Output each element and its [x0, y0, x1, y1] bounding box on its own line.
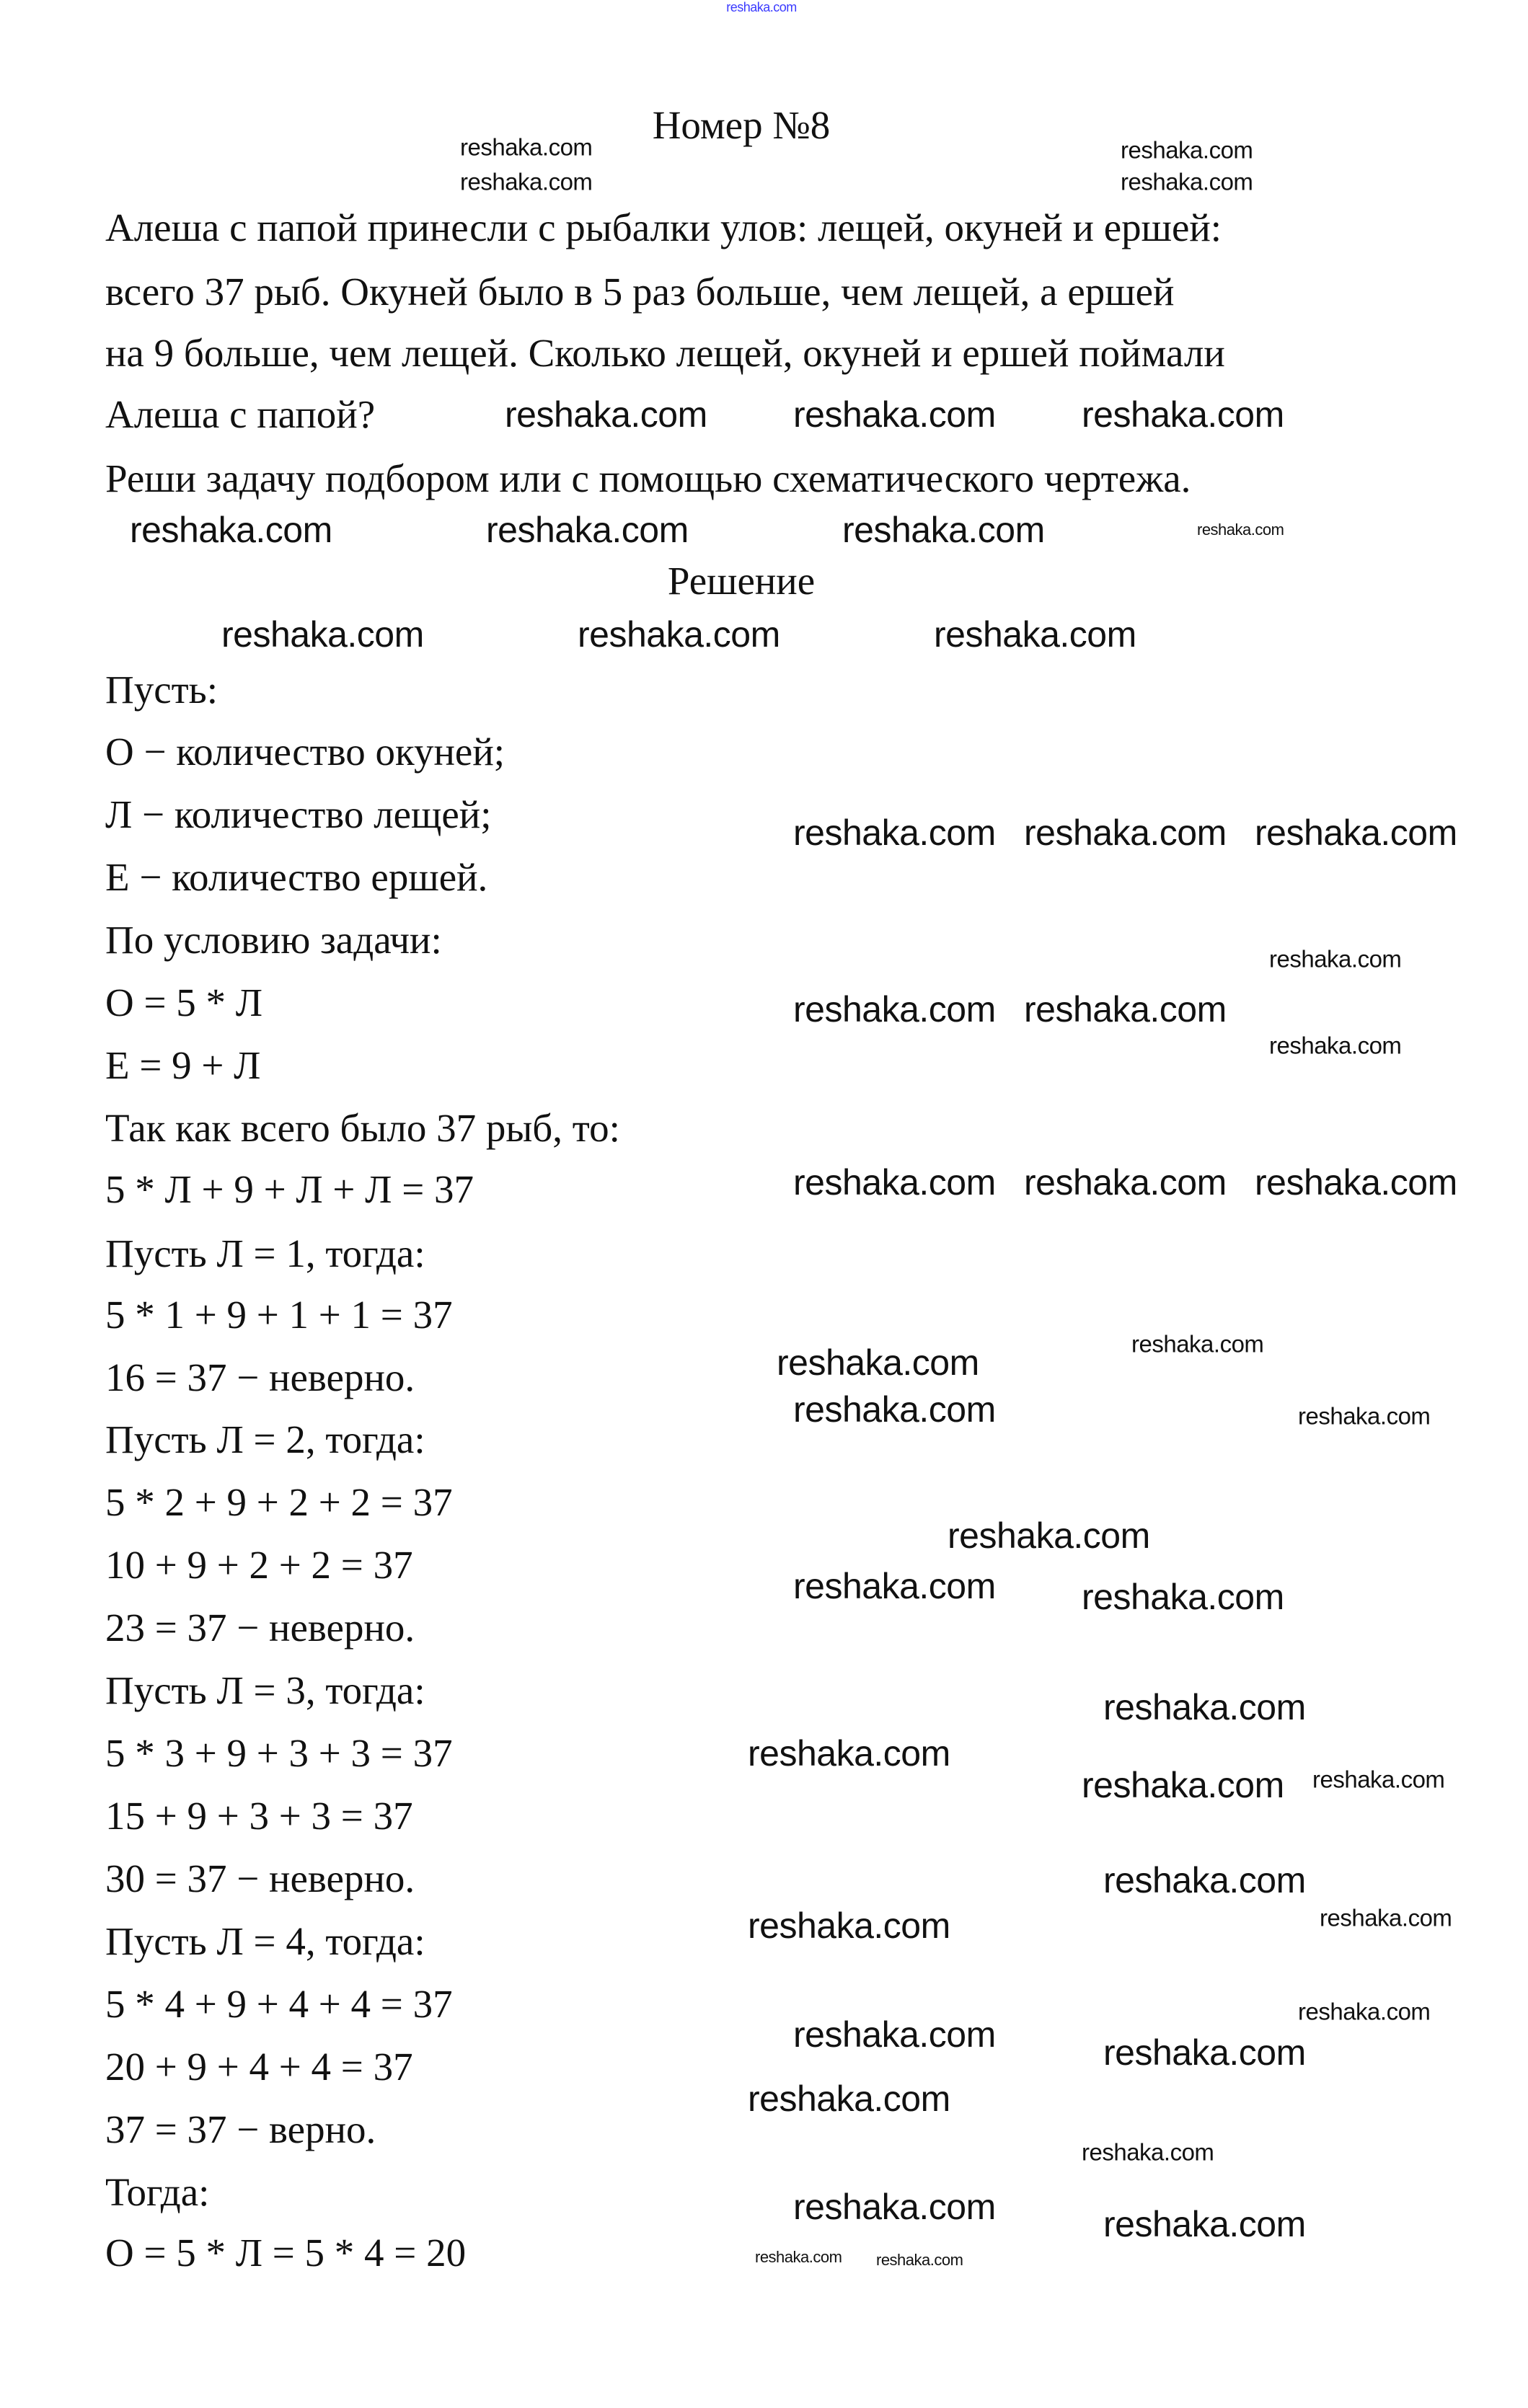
- solution-line: 20 + 9 + 4 + 4 = 37: [105, 2045, 413, 2089]
- watermark: reshaka.com: [1103, 2032, 1306, 2073]
- problem-line: на 9 больше, чем лещей. Сколько лещей, окуней и ершей поймали: [105, 331, 1225, 375]
- solution-line: 5 * 3 + 9 + 3 + 3 = 37: [105, 1731, 453, 1775]
- watermark: reshaka.com: [793, 989, 996, 1030]
- solution-line: 5 * 2 + 9 + 2 + 2 = 37: [105, 1480, 453, 1524]
- solution-line: 23 = 37 − неверно.: [105, 1606, 415, 1650]
- solution-line: Пусть Л = 2, тогда:: [105, 1417, 425, 1461]
- watermark: reshaka.com: [1298, 1402, 1431, 1430]
- watermark: reshaka.com: [221, 614, 424, 655]
- watermark: reshaka.com: [1197, 521, 1284, 539]
- solution-line: 10 + 9 + 2 + 2 = 37: [105, 1543, 413, 1587]
- watermark: reshaka.com: [1298, 1998, 1431, 2025]
- page-title: Номер №8: [652, 103, 831, 147]
- problem-line: Реши задачу подбором или с помощью схематического чертежа.: [105, 456, 1191, 500]
- watermark: reshaka.com: [948, 1515, 1150, 1556]
- watermark: reshaka.com: [1082, 2138, 1214, 2166]
- problem-line: всего 37 рыб. Окуней было в 5 раз больше, чем лещей, а ершей: [105, 270, 1175, 314]
- solution-line: Пусть:: [105, 668, 218, 712]
- watermark: reshaka.com: [1269, 1032, 1402, 1059]
- solution-line: 30 = 37 − неверно.: [105, 1856, 415, 1900]
- solution-line: 5 * 1 + 9 + 1 + 1 = 37: [105, 1293, 453, 1337]
- watermark: reshaka.com: [1024, 989, 1227, 1030]
- watermark: reshaka.com: [1255, 813, 1457, 853]
- watermark: reshaka.com: [777, 1342, 979, 1383]
- solution-line: Тогда:: [105, 2170, 210, 2214]
- watermark: reshaka.com: [793, 2187, 996, 2227]
- solution-line: 37 = 37 − верно.: [105, 2107, 376, 2151]
- watermark: reshaka.com: [1103, 2204, 1306, 2244]
- watermark: reshaka.com: [793, 1389, 996, 1430]
- watermark: reshaka.com: [793, 813, 996, 853]
- watermark: reshaka.com: [1103, 1860, 1306, 1900]
- solution-line: Л − количество лещей;: [105, 792, 492, 836]
- solution-line: 16 = 37 − неверно.: [105, 1355, 415, 1399]
- solution-line: По условию задачи:: [105, 918, 442, 962]
- solution-line: 5 * Л + 9 + Л + Л = 37: [105, 1167, 474, 1211]
- watermark: reshaka.com: [460, 168, 593, 195]
- watermark: reshaka.com: [1082, 1577, 1284, 1617]
- watermark: reshaka.com: [842, 510, 1045, 550]
- solution-line: Е = 9 + Л: [105, 1043, 261, 1087]
- solution-line: Так как всего было 37 рыб, то:: [105, 1106, 620, 1150]
- watermark: reshaka.com: [486, 510, 689, 550]
- watermark: reshaka.com: [793, 1162, 996, 1203]
- watermark: reshaka.com: [1024, 1162, 1227, 1203]
- watermark: reshaka.com: [793, 394, 996, 435]
- solution-line: Пусть Л = 1, тогда:: [105, 1231, 425, 1275]
- watermark: reshaka.com: [505, 394, 707, 435]
- problem-line: Алеша с папой?: [105, 392, 376, 436]
- watermark: reshaka.com: [755, 2248, 842, 2266]
- watermark: reshaka.com: [1320, 1904, 1452, 1931]
- watermark: reshaka.com: [748, 1905, 950, 1946]
- solution-line: 15 + 9 + 3 + 3 = 37: [105, 1794, 413, 1838]
- watermark: reshaka.com: [1082, 1765, 1284, 1805]
- solution-line: Пусть Л = 3, тогда:: [105, 1668, 425, 1712]
- solution-line: О = 5 * Л: [105, 981, 263, 1024]
- solution-line: О − количество окуней;: [105, 730, 505, 774]
- watermark: reshaka.com: [1131, 1330, 1264, 1358]
- solution-heading: Решение: [667, 559, 816, 603]
- watermark: reshaka.com: [1121, 136, 1253, 164]
- watermark: reshaka.com: [726, 0, 797, 14]
- solution-line: О = 5 * Л = 5 * 4 = 20: [105, 2231, 467, 2275]
- watermark: reshaka.com: [130, 510, 332, 550]
- watermark: reshaka.com: [1121, 168, 1253, 195]
- watermark: reshaka.com: [1103, 1687, 1306, 1727]
- watermark: reshaka.com: [578, 614, 780, 655]
- watermark: reshaka.com: [1269, 945, 1402, 973]
- watermark: reshaka.com: [1082, 394, 1284, 435]
- solution-line: Е − количество ершей.: [105, 855, 488, 899]
- watermark: reshaka.com: [876, 2251, 963, 2269]
- problem-line: Алеша с папой принесли с рыбалки улов: лещей, окуней и ершей:: [105, 205, 1222, 249]
- watermark: reshaka.com: [934, 614, 1136, 655]
- watermark: reshaka.com: [1255, 1162, 1457, 1203]
- watermark: reshaka.com: [1024, 813, 1227, 853]
- watermark: reshaka.com: [748, 1733, 950, 1774]
- watermark: reshaka.com: [1312, 1766, 1445, 1793]
- watermark: reshaka.com: [793, 2014, 996, 2055]
- watermark: reshaka.com: [793, 1566, 996, 1606]
- watermark: reshaka.com: [748, 2079, 950, 2119]
- solution-line: Пусть Л = 4, тогда:: [105, 1919, 425, 1963]
- solution-line: 5 * 4 + 9 + 4 + 4 = 37: [105, 1982, 453, 2026]
- watermark: reshaka.com: [460, 133, 593, 161]
